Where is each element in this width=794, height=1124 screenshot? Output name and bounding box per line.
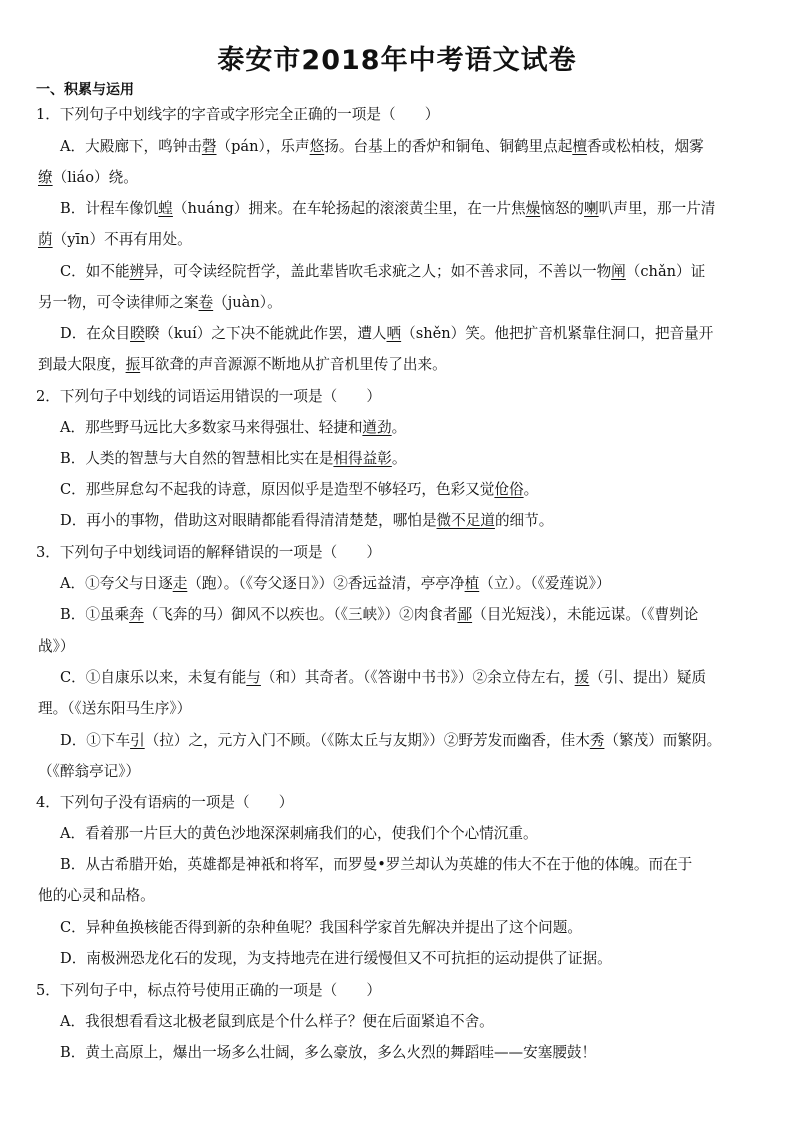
q1-option-b-line2: 荫（yīn）不再有用处。 (38, 231, 192, 248)
q1-option-c-line1: C．如不能辨异，可令读经院哲学，盖此辈皆吹毛求疵之人；如不善求同，不善以一物阐（chǎn）证 (60, 263, 706, 280)
q1-option-a-line2: 缭（liáo）绕。 (38, 169, 138, 186)
q3-option-b-line2: 战》） (38, 638, 75, 655)
q2-option-c: C．那些屏怠勾不起我的诗意，原因似乎是造型不够轻巧，色彩又觉伧俗。 (60, 481, 539, 498)
q3-option-c-line2: 理。（《送东阳马生序》） (38, 700, 192, 717)
q2-option-d: D．再小的事物，借助这对眼睛都能看得清清楚楚，哪怕是微不足道的细节。 (60, 512, 554, 529)
exam-title: 泰安市2018年中考语文试卷 (217, 45, 577, 76)
q5-option-b: B．黄土高原上，爆出一场多么壮阔，多么豪放，多么火烈的舞蹈哇——安塞腰鼓！ (60, 1044, 597, 1061)
question-1-stem: 1．下列句子中划线字的字音或字形完全正确的一项是（ ） (36, 106, 440, 123)
q4-option-c: C．异种鱼换核能否得到新的杂种鱼呢？我国科学家首先解决并提出了这个问题。 (60, 919, 582, 936)
q4-option-b-line2: 他的心灵和品格。 (38, 887, 155, 904)
q1-option-a-line1: A．大殿廊下，鸣钟击磬（pán），乐声悠扬。台基上的香炉和铜龟、铜鹤里点起檀香或松柏枝，烟雾 (60, 138, 704, 155)
question-3-stem: 3．下列句子中划线词语的解释错误的一项是（ ） (36, 544, 381, 561)
question-2-stem: 2．下列句子中划线的词语运用错误的一项是（ ） (36, 388, 381, 405)
question-5-stem: 5．下列句子中，标点符号使用正确的一项是（ ） (36, 982, 381, 999)
q3-option-d-line2: （《醉翁亭记》） (38, 763, 141, 780)
q5-option-a: A．我很想看看这北极老鼠到底是个什么样子？便在后面紧追不舍。 (60, 1013, 494, 1030)
q3-option-d-line1: D．①下车引（拉）之，元方入门不顾。（《陈太丘与友期》）②野芳发而幽香，佳木秀（繁茂）而繁阴。 (60, 732, 722, 749)
q3-option-c-line1: C．①自康乐以来，未复有能与（和）其奇者。（《答谢中书书》）②余立侍左右，援（引、提出）疑质 (60, 669, 707, 686)
q1-option-c-line2: 另一物，可令读律师之案卷（juàn）。 (38, 294, 282, 311)
q2-option-a: A．那些野马远比大多数家马来得强壮、轻捷和遒劲。 (60, 419, 407, 436)
q2-option-b: B．人类的智慧与大自然的智慧相比实在是相得益彰。 (60, 450, 407, 467)
q4-option-a: A．看着那一片巨大的黄色沙地深深刺痛我们的心，使我们个个心情沉重。 (60, 825, 538, 842)
q4-option-b-line1: B．从古希腊开始，英雄都是神祇和将军，而罗曼•罗兰却认为英雄的伟大不在于他的体魄。而在于 (60, 856, 693, 873)
q3-option-a: A．①夸父与日逐走（跑）。（《夸父逐日》）②香远益清，亭亭净植（立）。（《爱莲说》） (60, 575, 611, 592)
q3-option-b-line1: B．①虽乘奔（飞奔的马）御风不以疾也。（《三峡》）②肉食者鄙（目光短浅），未能远谋。（《曹刿论 (60, 606, 699, 623)
section-heading: 一、积累与运用 (36, 82, 134, 98)
question-4-stem: 4．下列句子没有语病的一项是（ ） (36, 794, 294, 811)
q1-option-b-line1: B．计程车像饥蝗（huáng）拥来。在车轮扬起的滚滚黄尘里，在一片焦燥恼怒的喇叭声里，那一片清 (60, 200, 716, 217)
q1-option-d-line2: 到最大限度，振耳欲聋的声音源源不断地从扩音机里传了出来。 (38, 356, 447, 373)
q1-option-d-line1: D．在众目睽睽（kuí）之下决不能就此作罢，遭人哂（shěn）笑。他把扩音机紧靠住洞口，把音量开 (60, 325, 714, 342)
q4-option-d: D．南极洲恐龙化石的发现，为支持地壳在进行缓慢但又不可抗拒的运动提供了证据。 (60, 950, 612, 967)
